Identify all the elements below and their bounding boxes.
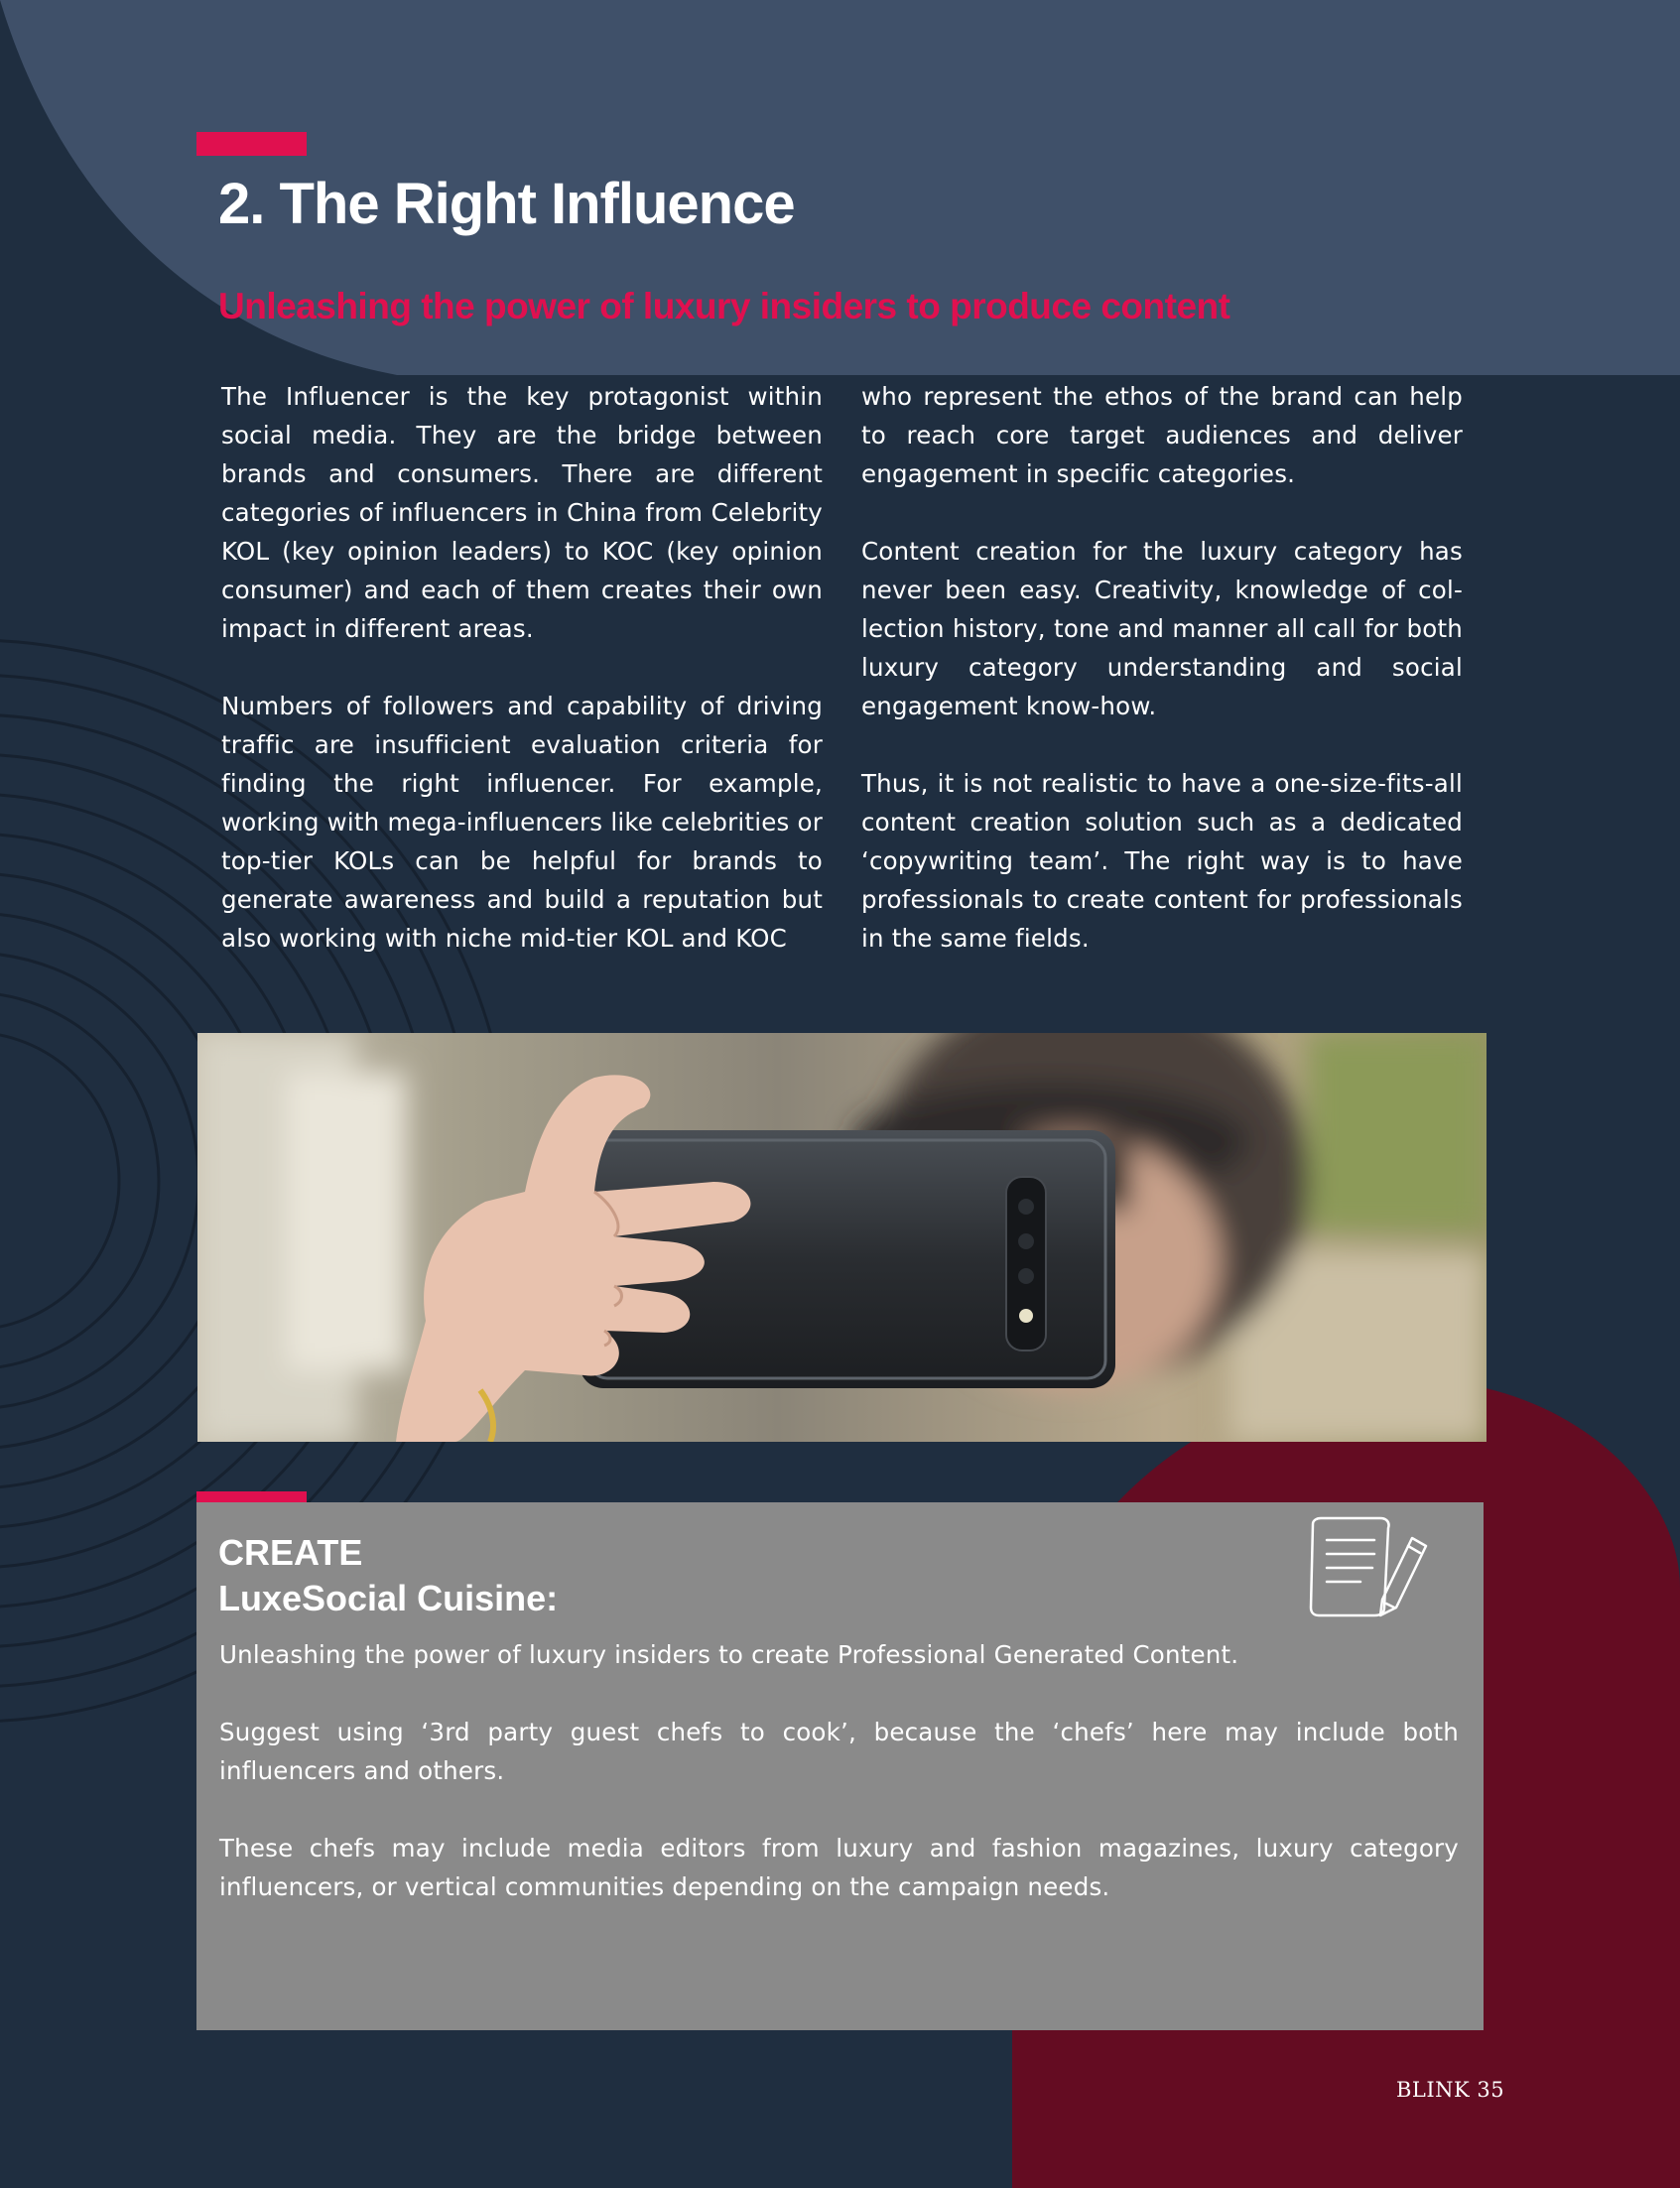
body-paragraph: Content creation for the luxury category has never been easy. Creativity, knowledge of col-lection history, tone and manner all call for both luxury category understanding and social engagement know-how. bbox=[861, 537, 1463, 720]
card-title bbox=[218, 1530, 558, 1621]
section-subheading: Unleashing the power of luxury insiders to produce content bbox=[218, 286, 1230, 326]
document-pen-icon bbox=[1305, 1516, 1436, 1623]
smartphone-photo bbox=[197, 1033, 1486, 1442]
heading-accent-bar bbox=[196, 132, 307, 156]
body-column-left bbox=[221, 377, 823, 958]
section-heading: 2. The Right Influence bbox=[218, 172, 795, 236]
card-title-line2: LuxeSocial Cuisine: bbox=[218, 1578, 559, 1618]
card-paragraph: Suggest using ‘3rd party guest chefs to cook’, because the ‘chefs’ here may include both influencers and others. bbox=[219, 1718, 1459, 1785]
card-paragraph: These chefs may include media editors from luxury and fashion magazines, luxury category influencers, or vertical communities depending on the campaign needs. bbox=[219, 1834, 1459, 1901]
body-paragraph: The Influencer is the key protagonist within social media. They are the bridge between brands and consumers. There are different categories of influencers in China from Celebrity KOL (key opinion leaders) to KOC (key opinion consumer) and each of them creates their own impact in different areas. bbox=[221, 382, 823, 643]
body-column-right bbox=[861, 377, 1463, 958]
card-paragraph: Unleashing the power of luxury insiders to create Professional Generated Content. bbox=[219, 1640, 1239, 1669]
body-paragraph: who represent the ethos of the brand can help to reach core target audiences and deliver engagement in specific categories. bbox=[861, 382, 1463, 488]
card-title-line1: CREATE bbox=[218, 1532, 363, 1573]
page-number: BLINK 35 bbox=[1396, 2078, 1505, 2102]
info-card bbox=[196, 1502, 1484, 2030]
card-body bbox=[219, 1635, 1459, 1945]
body-paragraph: Thus, it is not realistic to have a one-size-fits-all content creation solution such as a dedicated ‘copywriting team’. The right way is to have professionals to create content for professionals in the same fields. bbox=[861, 769, 1463, 953]
body-paragraph: Numbers of followers and capability of driving traffic are insufficient evaluation criteria for finding the right influencer. For example, working with mega-influencers like celebrities or top-tier KOLs can be helpful for brands to generate awareness and build a reputation but also working with niche mid-tier KOL and KOC bbox=[221, 692, 823, 953]
